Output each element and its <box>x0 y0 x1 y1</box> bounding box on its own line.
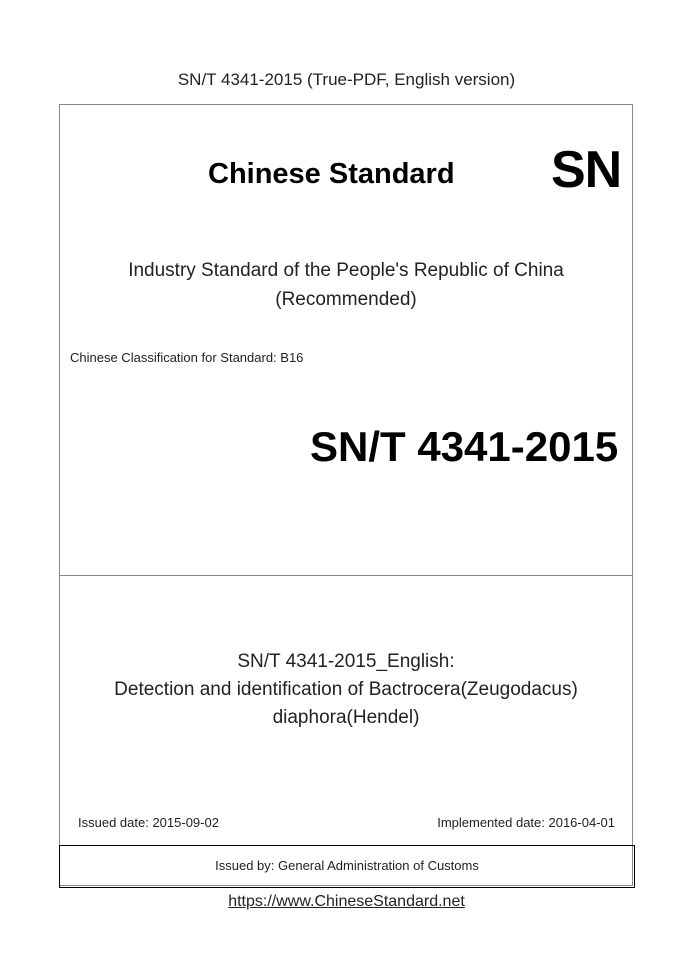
implemented-date: Implemented date: 2016-04-01 <box>437 815 615 830</box>
main-title: Chinese Standard <box>208 158 455 190</box>
classification-label: Chinese Classification for Standard: B16 <box>70 350 304 365</box>
industry-line-2: (Recommended) <box>275 289 417 310</box>
english-title-line-2: Detection and identification of Bactrocera(Zeugodacus) <box>114 679 578 700</box>
standard-number: SN/T 4341-2015 <box>310 423 619 470</box>
cover-frame <box>59 104 633 886</box>
page-header: SN/T 4341-2015 (True-PDF, English version) <box>177 70 516 89</box>
issued-date: Issued date: 2015-09-02 <box>78 815 219 830</box>
industry-standard-heading <box>60 256 632 314</box>
industry-line-1: Industry Standard of the People's Republic of China <box>128 260 564 281</box>
sn-badge: SN <box>551 141 622 199</box>
website-link[interactable]: https://www.ChineseStandard.net <box>228 893 465 910</box>
cover-top-section <box>60 105 632 576</box>
issued-by-box: Issued by: General Administration of Customs <box>59 845 635 888</box>
english-title-line-1: SN/T 4341-2015_English: <box>237 651 455 672</box>
english-title-line-3: diaphora(Hendel) <box>272 707 420 728</box>
english-title <box>60 648 632 732</box>
